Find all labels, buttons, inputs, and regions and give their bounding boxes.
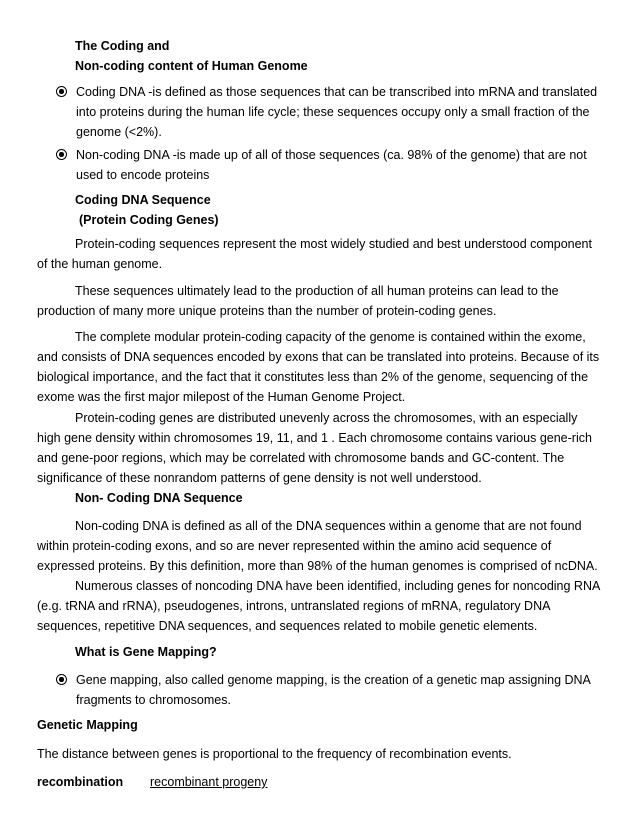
section-heading-coding-noncoding [75, 36, 615, 76]
paragraph: These sequences ultimately lead to the production of all human proteins can lead to the production of many more unique proteins than the number of protein-coding genes. [37, 284, 559, 318]
heading-line: Non-coding content of Human Genome [75, 59, 308, 73]
heading-line: (Protein Coding Genes) [79, 213, 219, 227]
paragraph: Protein-coding sequences represent the most widely studied and best understood component of the human genome. [37, 237, 592, 271]
heading-line: Coding DNA Sequence [75, 193, 211, 207]
heading-line: The Coding and [75, 39, 170, 53]
section-heading-genetic-mapping: Genetic Mapping [37, 718, 138, 732]
paragraph: Protein-coding genes are distributed unevenly across the chromosomes, with an especially high gene density within chromosomes 19, 11, and 1 . Each chromosome contains various gene-rich and gene-poor regions, which may be correlated with chromosome bands and GC-content. The significance of these nonrandom patterns of gene density is not well understood. [37, 411, 592, 485]
paragraph: Numerous classes of noncoding DNA have been identified, including genes for noncoding RNA (e.g. tRNA and rRNA), pseudogenes, introns, untranslated regions of mRNA, regulatory DNA sequences, repetitive DNA sequences, and sequences related to mobile genetic elements. [37, 579, 600, 633]
paragraph: The complete modular protein-coding capacity of the genome is contained within the exome, and consists of DNA sequences encoded by exons that can be translated into proteins. Because of its biological importance, and the fact that it constitutes less than 2% of the genome, sequencing of the exome was the first major milepost of the Human Genome Project. [37, 330, 600, 404]
paragraph: The distance between genes is proportional to the frequency of recombination events. [37, 747, 512, 761]
bullet-text: Coding DNA -is defined as those sequences that can be transcribed into mRNA and translated into proteins during the human life cycle; these sequences occupy only a small fraction of the genome (<2%). [76, 85, 598, 139]
bullet-icon [56, 674, 67, 685]
section-heading-coding-dna-sequence [75, 190, 615, 230]
bullet-icon [56, 149, 67, 160]
bullet-text: Non-coding DNA -is made up of all of those sequences (ca. 98% of the genome) that are not used to encode proteins [76, 148, 587, 182]
section-heading-non-coding: Non- Coding DNA Sequence [75, 491, 243, 505]
bullet-item-noncoding-dna [56, 145, 601, 185]
bullet-text: Gene mapping, also called genome mapping, is the creation of a genetic map assigning DNA fragments to chromosomes. [76, 673, 591, 707]
paragraph: Non-coding DNA is defined as all of the DNA sequences within a genome that are not found within protein-coding exons, and so are never represented within the amino acid sequence of expressed proteins. By this definition, more than 98% of the human genomes is comprised of ncDNA. [37, 519, 598, 573]
formula-numerator: recombinant progeny [150, 775, 268, 789]
bullet-item-coding-dna [56, 82, 601, 142]
bullet-icon [56, 86, 67, 97]
bullet-item-gene-mapping [56, 670, 601, 710]
section-heading-gene-mapping: What is Gene Mapping? [75, 645, 217, 659]
formula-left-term: recombination [37, 775, 124, 789]
